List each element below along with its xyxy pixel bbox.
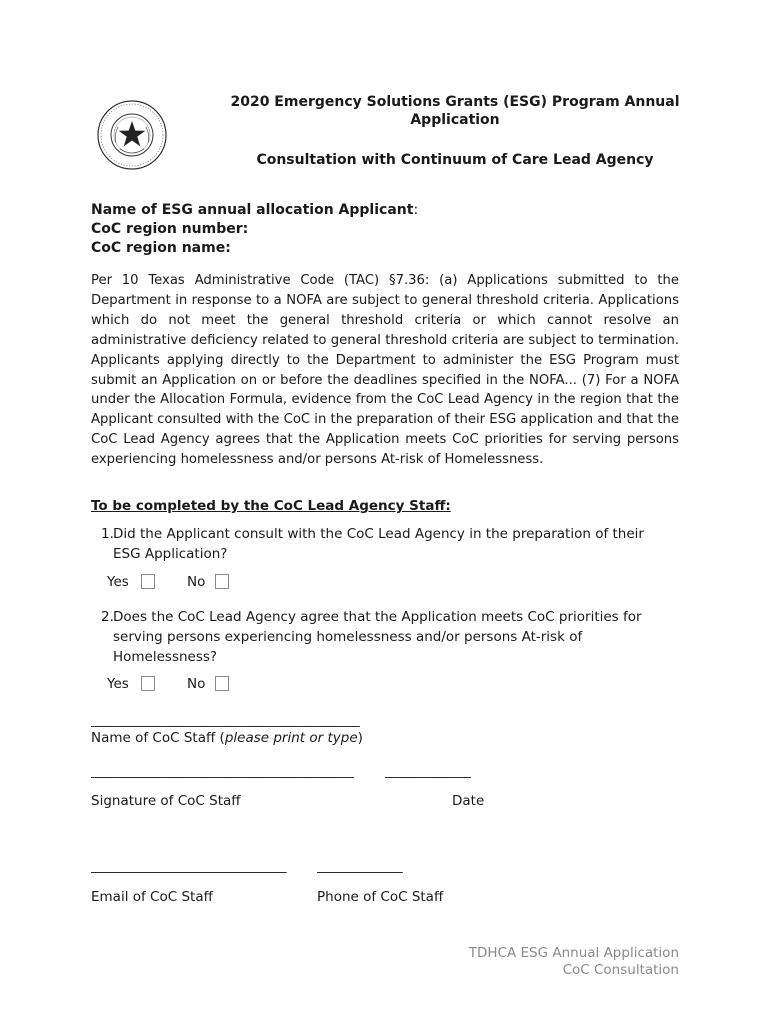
name-label-pre: Name of CoC Staff ( — [91, 730, 225, 746]
applicant-name-field — [91, 201, 418, 219]
date-label: Date — [452, 793, 485, 809]
email-label: Email of CoC Staff — [91, 889, 213, 905]
question-2-no-label: No — [187, 676, 206, 692]
footer-line-1: TDHCA ESG Annual Application — [468, 945, 679, 961]
question-2-yes-label: Yes — [107, 676, 129, 692]
question-2-no-checkbox[interactable] — [215, 676, 229, 691]
state-seal-logo — [96, 99, 168, 171]
name-of-coc-staff-label — [91, 729, 363, 747]
document-subtitle: Consultation with Continuum of Care Lead Agency — [256, 152, 654, 168]
question-1-text — [113, 524, 673, 564]
title-line-1: 2020 Emergency Solutions Grants (ESG) Program Annual — [230, 94, 680, 110]
footer-line-2: CoC Consultation — [562, 962, 679, 978]
question-1-yes-checkbox[interactable] — [141, 574, 155, 589]
question-1-line-1: Did the Applicant consult with the CoC Lead Agency in the preparation of their — [113, 526, 644, 542]
email-line[interactable]: ________________________________ — [91, 860, 287, 874]
title-line-2: Application — [410, 112, 500, 128]
applicant-name-colon: : — [413, 202, 419, 218]
question-2-yes-checkbox[interactable] — [141, 676, 155, 691]
coc-region-name-label: CoC region name: — [91, 240, 231, 256]
question-2-number: 2. — [101, 609, 114, 625]
question-1-yes-label: Yes — [107, 574, 129, 590]
question-1-no-label: No — [187, 574, 206, 590]
question-2-text — [113, 607, 673, 667]
name-label-post: ) — [357, 730, 363, 746]
date-line[interactable]: ______________ — [385, 765, 471, 779]
signature-label: Signature of CoC Staff — [91, 793, 241, 809]
section-heading: To be completed by the CoC Lead Agency Staff: — [91, 498, 451, 514]
signature-line[interactable]: ___________________________________________ — [91, 765, 354, 779]
applicant-name-label: Name of ESG annual allocation Applicant — [91, 202, 414, 218]
name-signature-line[interactable]: ____________________________________________ — [91, 714, 360, 728]
name-label-italic: please print or type — [224, 730, 358, 746]
tac-paragraph: Per 10 Texas Administrative Code (TAC) §7.36: (a) Applications submitted to the Department in response to a NOFA are subject to general threshold criteria. Applications which do not meet the general threshold criteria or which cannot resolve an administrative deficiency related to general threshold criteria are subject to termination. Applicants applying directly to the Department to administer the ESG Program must submit an Application on or before the deadlines specified in the NOFA... (7) For a NOFA under the Allocation Formula, evidence from the CoC Lead Agency in the region that the Applicant consulted with the CoC in the preparation of their ESG application and that the CoC Lead Agency agrees that the Application meets CoC priorities for serving persons experiencing homelessness and/or persons At-risk of Homelessness. — [91, 273, 679, 468]
question-2-line-3: Homelessness? — [113, 649, 218, 665]
question-2-line-1: Does the CoC Lead Agency agree that the Application meets CoC priorities for — [113, 609, 642, 625]
phone-line[interactable]: ______________ — [317, 860, 403, 874]
question-1-number: 1. — [101, 526, 114, 542]
question-1-line-2: ESG Application? — [113, 546, 228, 562]
question-1-no-checkbox[interactable] — [215, 574, 229, 589]
document-title — [190, 93, 720, 129]
coc-region-number-label: CoC region number: — [91, 221, 249, 237]
phone-label: Phone of CoC Staff — [317, 889, 444, 905]
question-2-line-2: serving persons experiencing homelessness and/or persons At-risk of — [113, 629, 583, 645]
